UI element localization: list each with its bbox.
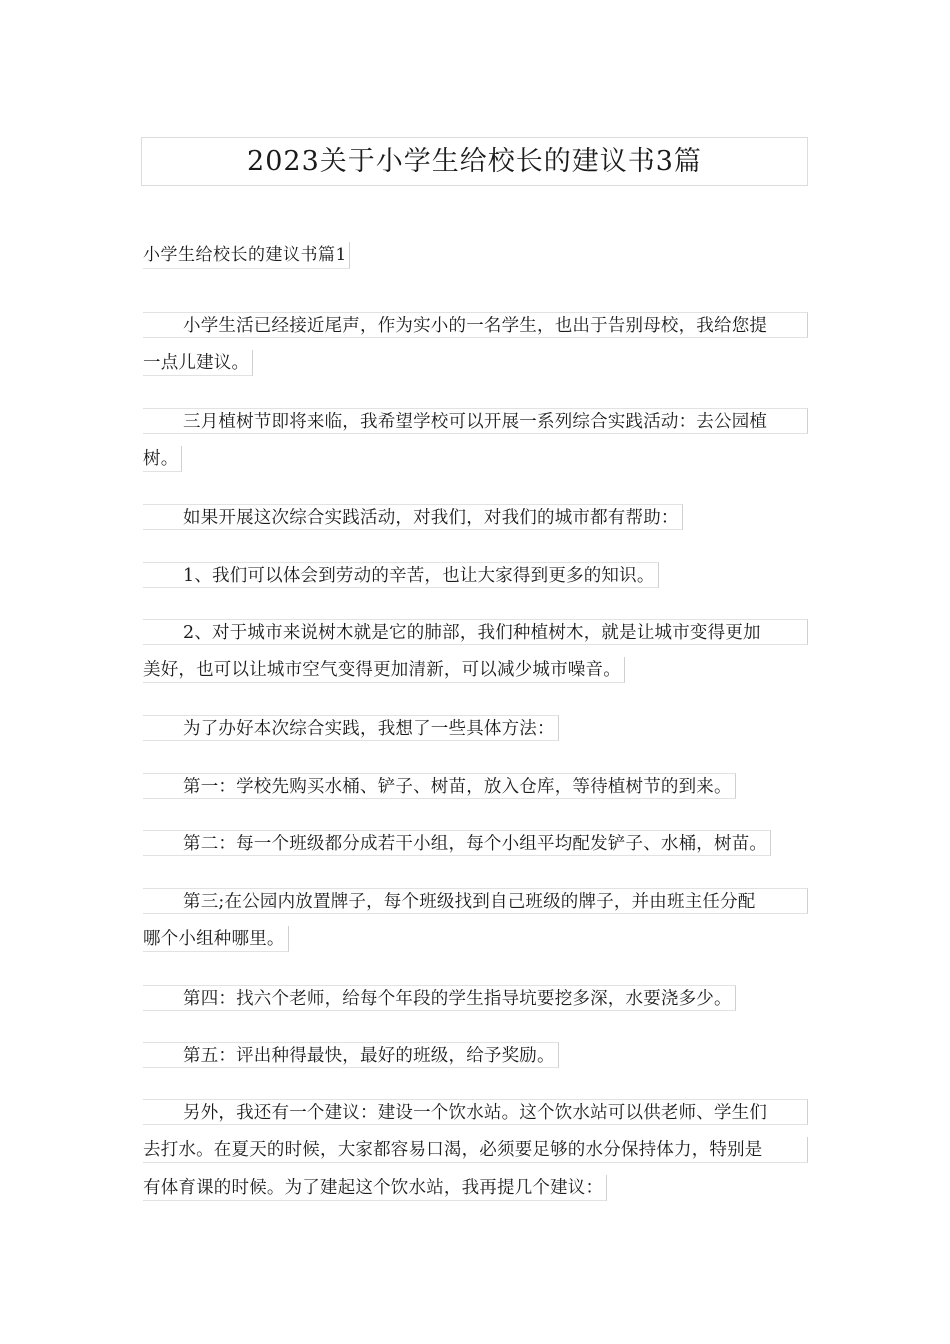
paragraph-line: 去打水。在夏天的时候，大家都容易口渴，必须要足够的水分保持体力，特别是 [143,1137,808,1163]
paragraph-line: 美好，也可以让城市空气变得更加清新，可以减少城市噪音。 [143,657,625,683]
paragraph-line: 哪个小组种哪里。 [143,926,289,952]
paragraph-line: 为了办好本次综合实践，我想了一些具体方法： [143,715,559,741]
paragraph-line: 1、我们可以体会到劳动的辛苦，也让大家得到更多的知识。 [143,562,659,588]
paragraph [143,767,808,805]
document-title: 2023关于小学生给校长的建议书3篇 [141,137,808,186]
paragraph [143,306,808,382]
paragraph-line: 第二：每一个班级都分成若干小组，每个小组平均配发铲子、水桶，树苗。 [143,830,771,856]
paragraph [143,402,808,478]
paragraph [143,1036,808,1074]
paragraph [143,882,808,958]
paragraph-line: 三月植树节即将来临，我希望学校可以开展一系列综合实践活动：去公园植 [143,408,808,434]
paragraph [143,979,808,1017]
paragraph-line: 如果开展这次综合实践活动，对我们，对我们的城市都有帮助： [143,504,683,530]
paragraph-line: 另外，我还有一个建议：建设一个饮水站。这个饮水站可以供老师、学生们 [143,1099,808,1125]
paragraph-line: 第五：评出种得最快，最好的班级，给予奖励。 [143,1042,559,1068]
paragraph-line: 小学生活已经接近尾声，作为实小的一名学生，也出于告别母校，我给您提 [143,312,808,338]
paragraph-line: 第三;在公园内放置牌子，每个班级找到自己班级的牌子，并由班主任分配 [143,888,808,914]
paragraph [143,556,808,594]
paragraph-line: 树。 [143,446,182,472]
paragraph [143,613,808,689]
paragraph [143,498,808,536]
paragraph-line: 第一：学校先购买水桶、铲子、树苗，放入仓库，等待植树节的到来。 [143,773,736,799]
paragraph [143,1093,808,1207]
paragraph [143,709,808,747]
paragraph-line: 一点儿建议。 [143,350,253,376]
paragraph-line: 第四：找六个老师，给每个年段的学生指导坑要挖多深，水要浇多少。 [143,985,736,1011]
paragraph-line: 2、对于城市来说树木就是它的肺部，我们种植树木，就是让城市变得更加 [143,619,808,645]
section-heading: 小学生给校长的建议书篇1 [143,242,350,269]
paragraph-line: 有体育课的时候。为了建起这个饮水站，我再提几个建议： [143,1175,607,1201]
paragraph [143,824,808,862]
